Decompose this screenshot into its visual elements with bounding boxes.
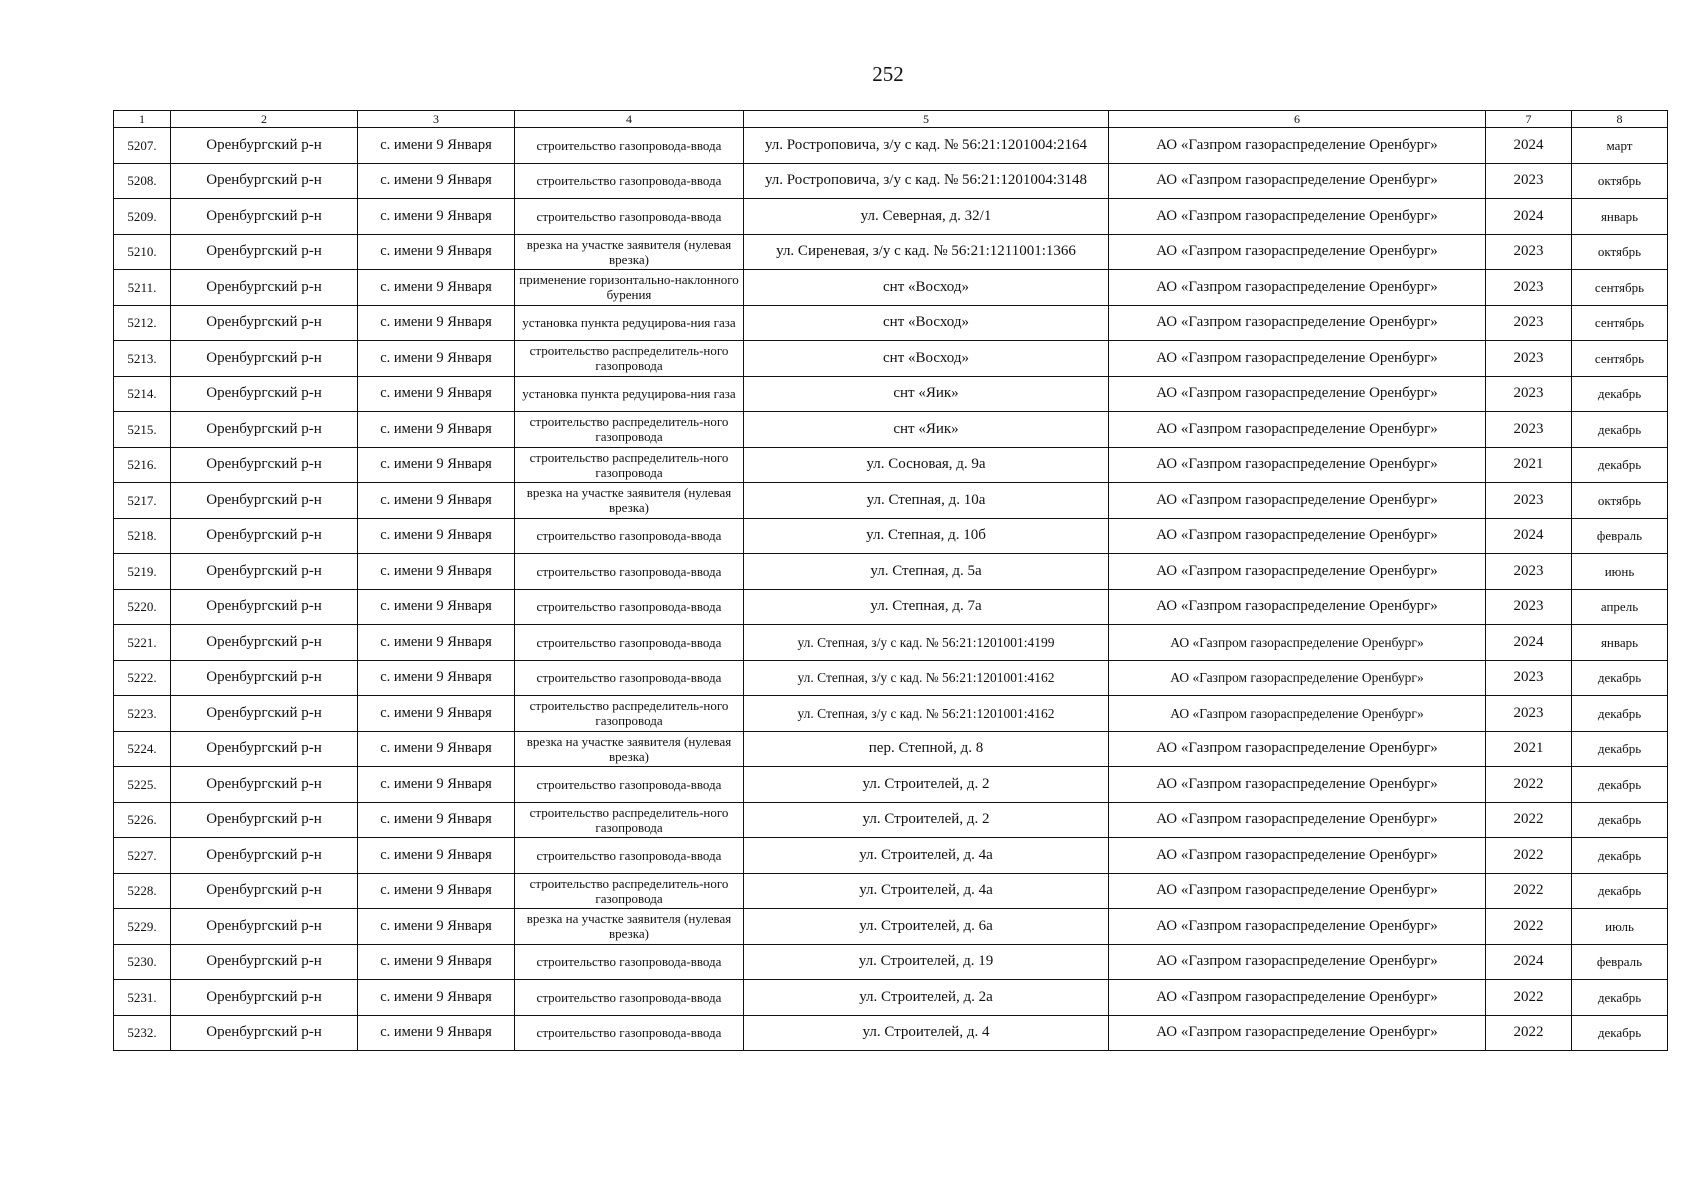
- row-number: 5211.: [114, 270, 171, 306]
- settlement-cell: с. имени 9 Января: [358, 305, 515, 341]
- table-row: [114, 767, 1668, 803]
- district-cell: Оренбургский р-н: [171, 767, 358, 803]
- month-cell: декабрь: [1572, 376, 1668, 412]
- table-row: [114, 625, 1668, 661]
- address-cell: ул. Строителей, д. 2а: [744, 980, 1109, 1016]
- district-cell: Оренбургский р-н: [171, 305, 358, 341]
- row-number: 5224.: [114, 731, 171, 767]
- table-row: [114, 128, 1668, 164]
- address-cell: ул. Строителей, д. 4а: [744, 838, 1109, 874]
- year-cell: 2023: [1486, 376, 1572, 412]
- month-cell: декабрь: [1572, 447, 1668, 483]
- address-cell: снт «Восход»: [744, 305, 1109, 341]
- column-number-row: [114, 111, 1668, 128]
- work-type-cell: строительство распределитель-ного газопровода: [515, 412, 744, 448]
- year-cell: 2022: [1486, 838, 1572, 874]
- address-cell: ул. Сосновая, д. 9а: [744, 447, 1109, 483]
- address-cell: ул. Строителей, д. 4: [744, 1015, 1109, 1051]
- work-type-cell: врезка на участке заявителя (нулевая врезка): [515, 234, 744, 270]
- settlement-cell: с. имени 9 Января: [358, 518, 515, 554]
- month-cell: октябрь: [1572, 163, 1668, 199]
- address-cell: ул. Строителей, д. 6а: [744, 909, 1109, 945]
- settlement-cell: с. имени 9 Января: [358, 270, 515, 306]
- table-row: [114, 483, 1668, 519]
- work-type-cell: строительство распределитель-ного газопровода: [515, 447, 744, 483]
- district-cell: Оренбургский р-н: [171, 341, 358, 377]
- registry-table: [113, 110, 1668, 1051]
- table-row: [114, 305, 1668, 341]
- table-row: [114, 234, 1668, 270]
- year-cell: 2024: [1486, 518, 1572, 554]
- address-cell: ул. Степная, д. 10б: [744, 518, 1109, 554]
- row-number: 5230.: [114, 944, 171, 980]
- organization-cell: АО «Газпром газораспределение Оренбург»: [1109, 802, 1486, 838]
- month-cell: декабрь: [1572, 873, 1668, 909]
- table-row: [114, 341, 1668, 377]
- table-row: [114, 270, 1668, 306]
- year-cell: 2023: [1486, 270, 1572, 306]
- table-row: [114, 696, 1668, 732]
- district-cell: Оренбургский р-н: [171, 234, 358, 270]
- work-type-cell: врезка на участке заявителя (нулевая врезка): [515, 909, 744, 945]
- table-row: [114, 980, 1668, 1016]
- district-cell: Оренбургский р-н: [171, 731, 358, 767]
- address-cell: ул. Ростроповича, з/у с кад. № 56:21:1201004:2164: [744, 128, 1109, 164]
- row-number: 5212.: [114, 305, 171, 341]
- settlement-cell: с. имени 9 Января: [358, 199, 515, 235]
- organization-cell: АО «Газпром газораспределение Оренбург»: [1109, 554, 1486, 590]
- work-type-cell: строительство газопровода-ввода: [515, 554, 744, 590]
- year-cell: 2022: [1486, 1015, 1572, 1051]
- month-cell: декабрь: [1572, 660, 1668, 696]
- month-cell: март: [1572, 128, 1668, 164]
- organization-cell: АО «Газпром газораспределение Оренбург»: [1109, 873, 1486, 909]
- settlement-cell: с. имени 9 Января: [358, 341, 515, 377]
- year-cell: 2023: [1486, 305, 1572, 341]
- table-row: [114, 518, 1668, 554]
- year-cell: 2023: [1486, 696, 1572, 732]
- table-row: [114, 909, 1668, 945]
- organization-cell: АО «Газпром газораспределение Оренбург»: [1109, 518, 1486, 554]
- year-cell: 2022: [1486, 980, 1572, 1016]
- row-number: 5208.: [114, 163, 171, 199]
- organization-cell: АО «Газпром газораспределение Оренбург»: [1109, 199, 1486, 235]
- row-number: 5232.: [114, 1015, 171, 1051]
- address-cell: ул. Сиреневая, з/у с кад. № 56:21:1211001:1366: [744, 234, 1109, 270]
- table-row: [114, 589, 1668, 625]
- settlement-cell: с. имени 9 Января: [358, 802, 515, 838]
- work-type-cell: строительство газопровода-ввода: [515, 518, 744, 554]
- row-number: 5215.: [114, 412, 171, 448]
- work-type-cell: строительство газопровода-ввода: [515, 163, 744, 199]
- month-cell: апрель: [1572, 589, 1668, 625]
- district-cell: Оренбургский р-н: [171, 270, 358, 306]
- district-cell: Оренбургский р-н: [171, 660, 358, 696]
- settlement-cell: с. имени 9 Января: [358, 767, 515, 803]
- settlement-cell: с. имени 9 Января: [358, 731, 515, 767]
- row-number: 5207.: [114, 128, 171, 164]
- address-cell: ул. Строителей, д. 19: [744, 944, 1109, 980]
- month-cell: июнь: [1572, 554, 1668, 590]
- district-cell: Оренбургский р-н: [171, 589, 358, 625]
- table-body: [114, 128, 1668, 1051]
- address-cell: ул. Степная, д. 5а: [744, 554, 1109, 590]
- month-cell: июль: [1572, 909, 1668, 945]
- year-cell: 2024: [1486, 128, 1572, 164]
- year-cell: 2023: [1486, 660, 1572, 696]
- district-cell: Оренбургский р-н: [171, 128, 358, 164]
- year-cell: 2022: [1486, 909, 1572, 945]
- settlement-cell: с. имени 9 Января: [358, 554, 515, 590]
- year-cell: 2024: [1486, 625, 1572, 661]
- settlement-cell: с. имени 9 Января: [358, 234, 515, 270]
- month-cell: январь: [1572, 199, 1668, 235]
- table-row: [114, 199, 1668, 235]
- district-cell: Оренбургский р-н: [171, 199, 358, 235]
- district-cell: Оренбургский р-н: [171, 163, 358, 199]
- settlement-cell: с. имени 9 Января: [358, 909, 515, 945]
- work-type-cell: врезка на участке заявителя (нулевая врезка): [515, 483, 744, 519]
- district-cell: Оренбургский р-н: [171, 518, 358, 554]
- settlement-cell: с. имени 9 Января: [358, 589, 515, 625]
- district-cell: Оренбургский р-н: [171, 625, 358, 661]
- column-header: 6: [1109, 111, 1486, 128]
- month-cell: сентябрь: [1572, 341, 1668, 377]
- month-cell: декабрь: [1572, 980, 1668, 1016]
- organization-cell: АО «Газпром газораспределение Оренбург»: [1109, 838, 1486, 874]
- district-cell: Оренбургский р-н: [171, 1015, 358, 1051]
- table-row: [114, 660, 1668, 696]
- row-number: 5222.: [114, 660, 171, 696]
- organization-cell: АО «Газпром газораспределение Оренбург»: [1109, 980, 1486, 1016]
- month-cell: декабрь: [1572, 767, 1668, 803]
- work-type-cell: установка пункта редуцирова-ния газа: [515, 305, 744, 341]
- organization-cell: АО «Газпром газораспределение Оренбург»: [1109, 660, 1486, 696]
- organization-cell: АО «Газпром газораспределение Оренбург»: [1109, 944, 1486, 980]
- row-number: 5229.: [114, 909, 171, 945]
- month-cell: декабрь: [1572, 802, 1668, 838]
- row-number: 5220.: [114, 589, 171, 625]
- table-row: [114, 376, 1668, 412]
- year-cell: 2023: [1486, 234, 1572, 270]
- organization-cell: АО «Газпром газораспределение Оренбург»: [1109, 483, 1486, 519]
- address-cell: ул. Ростроповича, з/у с кад. № 56:21:1201004:3148: [744, 163, 1109, 199]
- table-row: [114, 1015, 1668, 1051]
- row-number: 5213.: [114, 341, 171, 377]
- district-cell: Оренбургский р-н: [171, 554, 358, 590]
- month-cell: декабрь: [1572, 696, 1668, 732]
- work-type-cell: строительство газопровода-ввода: [515, 1015, 744, 1051]
- work-type-cell: строительство газопровода-ввода: [515, 199, 744, 235]
- district-cell: Оренбургский р-н: [171, 696, 358, 732]
- year-cell: 2022: [1486, 802, 1572, 838]
- month-cell: февраль: [1572, 518, 1668, 554]
- column-header: 1: [114, 111, 171, 128]
- row-number: 5231.: [114, 980, 171, 1016]
- address-cell: снт «Яик»: [744, 376, 1109, 412]
- year-cell: 2023: [1486, 554, 1572, 590]
- work-type-cell: строительство распределитель-ного газопровода: [515, 341, 744, 377]
- table-row: [114, 412, 1668, 448]
- district-cell: Оренбургский р-н: [171, 838, 358, 874]
- address-cell: ул. Степная, д. 7а: [744, 589, 1109, 625]
- month-cell: сентябрь: [1572, 305, 1668, 341]
- column-header: 5: [744, 111, 1109, 128]
- address-cell: снт «Восход»: [744, 341, 1109, 377]
- work-type-cell: врезка на участке заявителя (нулевая врезка): [515, 731, 744, 767]
- work-type-cell: строительство газопровода-ввода: [515, 767, 744, 803]
- work-type-cell: строительство газопровода-ввода: [515, 980, 744, 1016]
- district-cell: Оренбургский р-н: [171, 483, 358, 519]
- settlement-cell: с. имени 9 Января: [358, 944, 515, 980]
- district-cell: Оренбургский р-н: [171, 873, 358, 909]
- address-cell: ул. Степная, з/у с кад. № 56:21:1201001:4162: [744, 696, 1109, 732]
- work-type-cell: строительство газопровода-ввода: [515, 589, 744, 625]
- settlement-cell: с. имени 9 Января: [358, 873, 515, 909]
- row-number: 5209.: [114, 199, 171, 235]
- column-header: 4: [515, 111, 744, 128]
- work-type-cell: строительство распределитель-ного газопровода: [515, 802, 744, 838]
- column-header: 7: [1486, 111, 1572, 128]
- work-type-cell: установка пункта редуцирова-ния газа: [515, 376, 744, 412]
- settlement-cell: с. имени 9 Января: [358, 838, 515, 874]
- year-cell: 2022: [1486, 873, 1572, 909]
- organization-cell: АО «Газпром газораспределение Оренбург»: [1109, 696, 1486, 732]
- row-number: 5218.: [114, 518, 171, 554]
- settlement-cell: с. имени 9 Января: [358, 980, 515, 1016]
- organization-cell: АО «Газпром газораспределение Оренбург»: [1109, 341, 1486, 377]
- district-cell: Оренбургский р-н: [171, 376, 358, 412]
- month-cell: декабрь: [1572, 731, 1668, 767]
- row-number: 5214.: [114, 376, 171, 412]
- work-type-cell: строительство газопровода-ввода: [515, 625, 744, 661]
- year-cell: 2024: [1486, 944, 1572, 980]
- work-type-cell: применение горизонтально-наклонного бурения: [515, 270, 744, 306]
- address-cell: ул. Степная, з/у с кад. № 56:21:1201001:4199: [744, 625, 1109, 661]
- row-number: 5227.: [114, 838, 171, 874]
- settlement-cell: с. имени 9 Января: [358, 412, 515, 448]
- work-type-cell: строительство газопровода-ввода: [515, 660, 744, 696]
- month-cell: январь: [1572, 625, 1668, 661]
- column-header: 8: [1572, 111, 1668, 128]
- table-row: [114, 447, 1668, 483]
- table-row: [114, 731, 1668, 767]
- settlement-cell: с. имени 9 Января: [358, 483, 515, 519]
- year-cell: 2023: [1486, 483, 1572, 519]
- row-number: 5217.: [114, 483, 171, 519]
- organization-cell: АО «Газпром газораспределение Оренбург»: [1109, 625, 1486, 661]
- district-cell: Оренбургский р-н: [171, 447, 358, 483]
- organization-cell: АО «Газпром газораспределение Оренбург»: [1109, 731, 1486, 767]
- year-cell: 2023: [1486, 341, 1572, 377]
- organization-cell: АО «Газпром газораспределение Оренбург»: [1109, 767, 1486, 803]
- year-cell: 2024: [1486, 199, 1572, 235]
- column-header: 3: [358, 111, 515, 128]
- district-cell: Оренбургский р-н: [171, 412, 358, 448]
- work-type-cell: строительство газопровода-ввода: [515, 128, 744, 164]
- district-cell: Оренбургский р-н: [171, 980, 358, 1016]
- organization-cell: АО «Газпром газораспределение Оренбург»: [1109, 447, 1486, 483]
- organization-cell: АО «Газпром газораспределение Оренбург»: [1109, 412, 1486, 448]
- year-cell: 2023: [1486, 589, 1572, 625]
- year-cell: 2022: [1486, 767, 1572, 803]
- month-cell: декабрь: [1572, 838, 1668, 874]
- address-cell: снт «Яик»: [744, 412, 1109, 448]
- settlement-cell: с. имени 9 Января: [358, 696, 515, 732]
- organization-cell: АО «Газпром газораспределение Оренбург»: [1109, 909, 1486, 945]
- row-number: 5223.: [114, 696, 171, 732]
- column-header: 2: [171, 111, 358, 128]
- address-cell: ул. Строителей, д. 4а: [744, 873, 1109, 909]
- address-cell: ул. Строителей, д. 2: [744, 767, 1109, 803]
- settlement-cell: с. имени 9 Января: [358, 1015, 515, 1051]
- work-type-cell: строительство газопровода-ввода: [515, 944, 744, 980]
- row-number: 5228.: [114, 873, 171, 909]
- table-row: [114, 838, 1668, 874]
- organization-cell: АО «Газпром газораспределение Оренбург»: [1109, 376, 1486, 412]
- month-cell: октябрь: [1572, 234, 1668, 270]
- address-cell: ул. Степная, з/у с кад. № 56:21:1201001:4162: [744, 660, 1109, 696]
- address-cell: ул. Строителей, д. 2: [744, 802, 1109, 838]
- district-cell: Оренбургский р-н: [171, 944, 358, 980]
- address-cell: пер. Степной, д. 8: [744, 731, 1109, 767]
- year-cell: 2021: [1486, 731, 1572, 767]
- work-type-cell: строительство газопровода-ввода: [515, 838, 744, 874]
- row-number: 5225.: [114, 767, 171, 803]
- table-row: [114, 944, 1668, 980]
- table-row: [114, 873, 1668, 909]
- settlement-cell: с. имени 9 Января: [358, 447, 515, 483]
- year-cell: 2021: [1486, 447, 1572, 483]
- row-number: 5216.: [114, 447, 171, 483]
- month-cell: февраль: [1572, 944, 1668, 980]
- address-cell: ул. Северная, д. 32/1: [744, 199, 1109, 235]
- work-type-cell: строительство распределитель-ного газопровода: [515, 873, 744, 909]
- district-cell: Оренбургский р-н: [171, 802, 358, 838]
- page-number: 252: [872, 62, 904, 86]
- month-cell: сентябрь: [1572, 270, 1668, 306]
- row-number: 5226.: [114, 802, 171, 838]
- organization-cell: АО «Газпром газораспределение Оренбург»: [1109, 234, 1486, 270]
- month-cell: декабрь: [1572, 412, 1668, 448]
- month-cell: октябрь: [1572, 483, 1668, 519]
- year-cell: 2023: [1486, 412, 1572, 448]
- organization-cell: АО «Газпром газораспределение Оренбург»: [1109, 305, 1486, 341]
- district-cell: Оренбургский р-н: [171, 909, 358, 945]
- organization-cell: АО «Газпром газораспределение Оренбург»: [1109, 1015, 1486, 1051]
- organization-cell: АО «Газпром газораспределение Оренбург»: [1109, 163, 1486, 199]
- organization-cell: АО «Газпром газораспределение Оренбург»: [1109, 128, 1486, 164]
- table-row: [114, 163, 1668, 199]
- settlement-cell: с. имени 9 Января: [358, 660, 515, 696]
- settlement-cell: с. имени 9 Января: [358, 128, 515, 164]
- organization-cell: АО «Газпром газораспределение Оренбург»: [1109, 589, 1486, 625]
- table-row: [114, 802, 1668, 838]
- settlement-cell: с. имени 9 Января: [358, 163, 515, 199]
- organization-cell: АО «Газпром газораспределение Оренбург»: [1109, 270, 1486, 306]
- year-cell: 2023: [1486, 163, 1572, 199]
- settlement-cell: с. имени 9 Января: [358, 376, 515, 412]
- row-number: 5219.: [114, 554, 171, 590]
- settlement-cell: с. имени 9 Января: [358, 625, 515, 661]
- address-cell: ул. Степная, д. 10а: [744, 483, 1109, 519]
- row-number: 5221.: [114, 625, 171, 661]
- address-cell: снт «Восход»: [744, 270, 1109, 306]
- month-cell: декабрь: [1572, 1015, 1668, 1051]
- work-type-cell: строительство распределитель-ного газопровода: [515, 696, 744, 732]
- table-row: [114, 554, 1668, 590]
- row-number: 5210.: [114, 234, 171, 270]
